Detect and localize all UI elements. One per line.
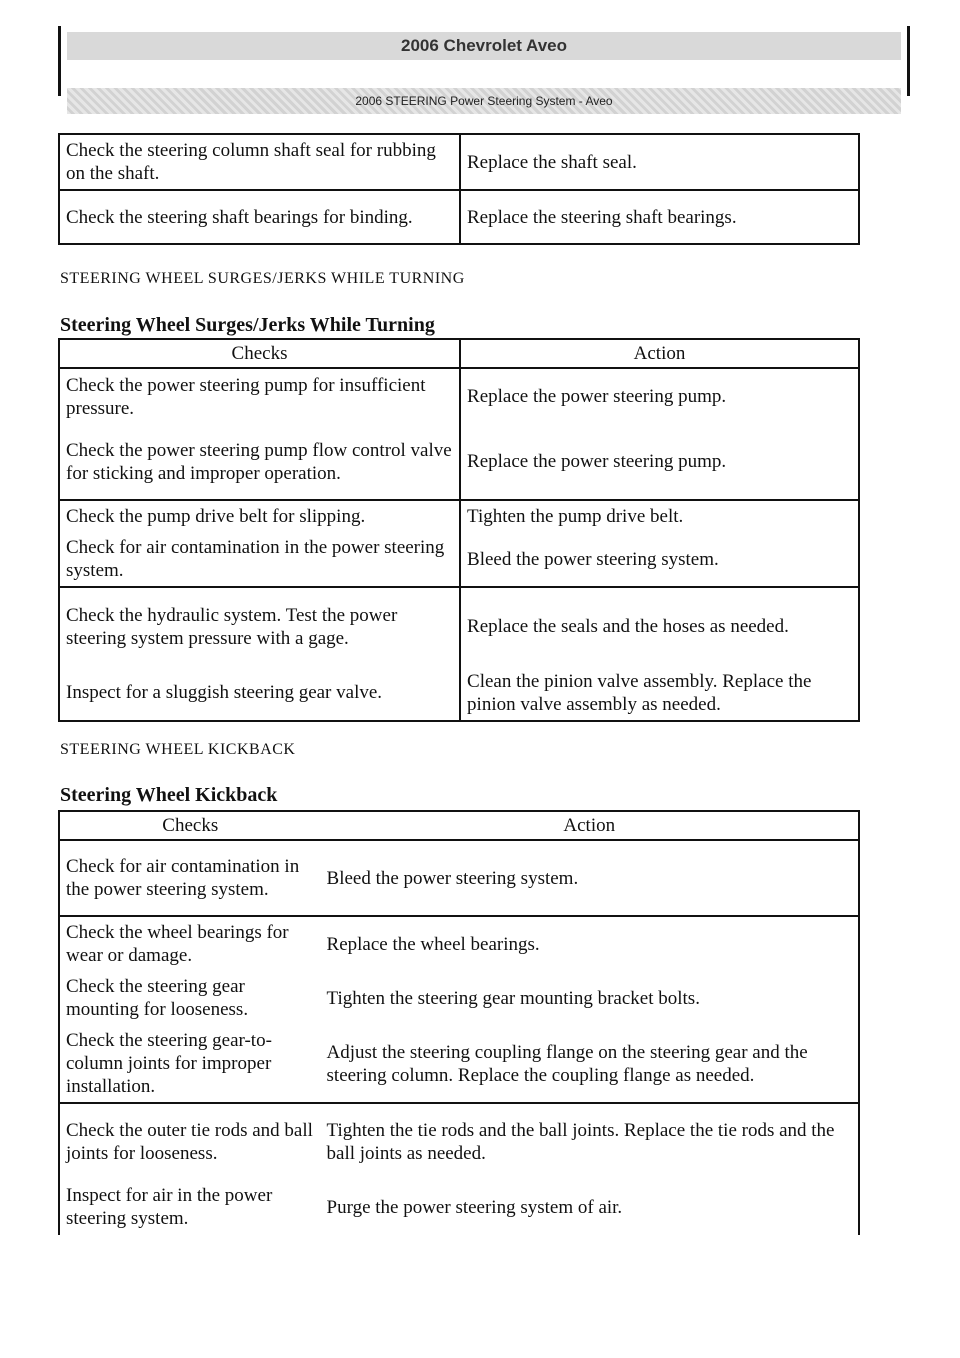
action-cell: Adjust the steering coupling flange on the steering gear and the steering column. Replace the coupling flange as needed. (321, 1025, 859, 1103)
action-cell: Clean the pinion valve assembly. Replace the pinion valve assembly as needed. (460, 665, 859, 721)
continued-table (58, 133, 860, 245)
table-row (59, 971, 859, 1025)
check-cell: Check the hydraulic system. Test the power steering system pressure with a gage. (59, 587, 460, 665)
check-cell: Check the steering shaft bearings for binding. (59, 190, 460, 244)
header-subtitle: 2006 STEERING Power Steering System - Aveo (67, 88, 901, 114)
kickback-table (58, 810, 860, 1235)
action-cell: Purge the power steering system of air. (321, 1179, 859, 1235)
surges-table (58, 338, 860, 722)
action-cell: Tighten the pump drive belt. (460, 500, 859, 532)
check-cell: Check the outer tie rods and ball joints for looseness. (59, 1103, 321, 1179)
table-row (59, 190, 859, 244)
column-header-action: Action (460, 339, 859, 368)
section-heading-kickback: STEERING WHEEL KICKBACK (60, 741, 296, 758)
check-cell: Check the steering gear-to-column joints for improper installation. (59, 1025, 321, 1103)
table-title-kickback: Steering Wheel Kickback (60, 784, 278, 806)
check-cell: Check the pump drive belt for slipping. (59, 500, 460, 532)
action-cell: Replace the steering shaft bearings. (460, 190, 859, 244)
check-cell: Check the steering column shaft seal for rubbing on the shaft. (59, 134, 460, 190)
check-cell: Inspect for air in the power steering system. (59, 1179, 321, 1235)
action-cell: Replace the power steering pump. (460, 368, 859, 424)
table-header-row (59, 811, 859, 840)
action-cell: Replace the wheel bearings. (321, 916, 859, 971)
table-row (59, 424, 859, 500)
table-row (59, 500, 859, 532)
action-cell: Bleed the power steering system. (321, 840, 859, 916)
table-row (59, 665, 859, 721)
table-row (59, 1025, 859, 1103)
check-cell: Check the power steering pump flow control valve for sticking and improper operation. (59, 424, 460, 500)
table-row (59, 368, 859, 424)
action-cell: Replace the seals and the hoses as needed. (460, 587, 859, 665)
table-row (59, 587, 859, 665)
table-row (59, 840, 859, 916)
section-heading-surges: STEERING WHEEL SURGES/JERKS WHILE TURNING (60, 270, 465, 287)
table-row (59, 1179, 859, 1235)
table-row (59, 134, 859, 190)
column-header-checks: Checks (59, 811, 321, 840)
check-cell: Check the power steering pump for insufficient pressure. (59, 368, 460, 424)
check-cell: Check the steering gear mounting for looseness. (59, 971, 321, 1025)
action-cell: Replace the shaft seal. (460, 134, 859, 190)
check-cell: Check the wheel bearings for wear or damage. (59, 916, 321, 971)
table-header-row (59, 339, 859, 368)
table-row (59, 916, 859, 971)
action-cell: Tighten the steering gear mounting bracket bolts. (321, 971, 859, 1025)
table-row (59, 532, 859, 587)
column-header-checks: Checks (59, 339, 460, 368)
action-cell: Bleed the power steering system. (460, 532, 859, 587)
table-title-surges: Steering Wheel Surges/Jerks While Turning (60, 314, 435, 336)
table-row (59, 1103, 859, 1179)
check-cell: Inspect for a sluggish steering gear valve. (59, 665, 460, 721)
check-cell: Check for air contamination in the power steering system. (59, 840, 321, 916)
column-header-action: Action (321, 811, 859, 840)
page-header (58, 26, 910, 108)
header-title: 2006 Chevrolet Aveo (67, 32, 901, 60)
check-cell: Check for air contamination in the power steering system. (59, 532, 460, 587)
action-cell: Replace the power steering pump. (460, 424, 859, 500)
action-cell: Tighten the tie rods and the ball joints. Replace the tie rods and the ball joints as needed. (321, 1103, 859, 1179)
